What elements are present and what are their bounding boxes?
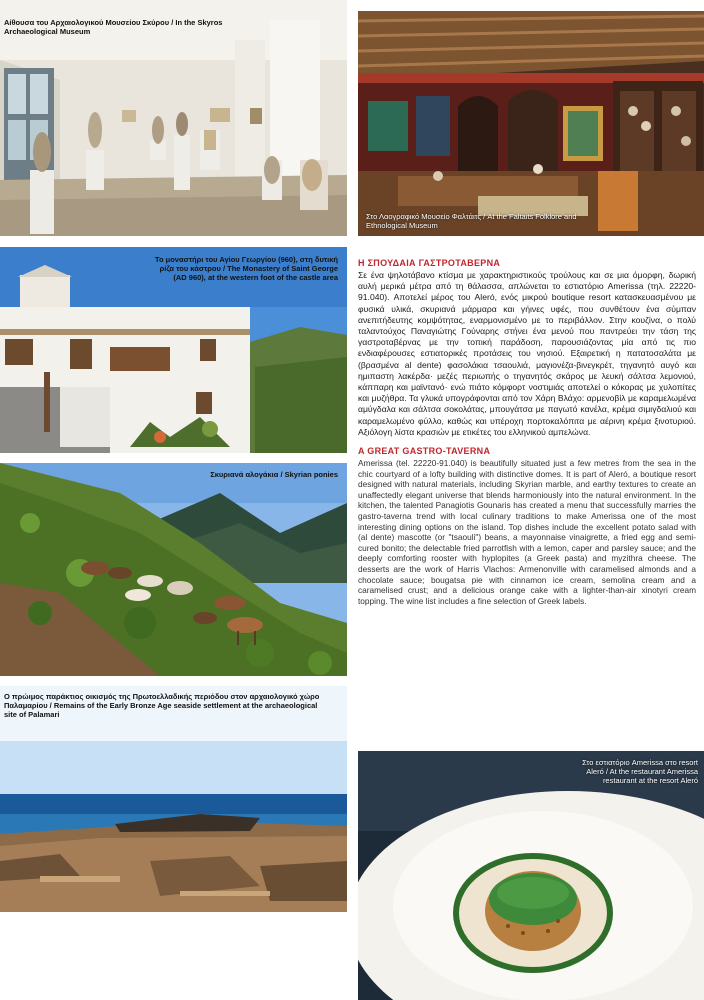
caption-ponies: Σκυριανά αλογάκια / Skyrian ponies (210, 470, 338, 479)
caption-museum: Αίθουσα του Αρχαιολογικού Μουσείου Σκύρου / In the Skyros Archaeological Museum (4, 18, 223, 36)
caption-monastery: Το μοναστήρι του Αγίου Γεωργίου (960), στη δυτική ρίζα του κάστρου / The Monastery of Saint George (AD 960), at the western foot of the castle area (154, 255, 338, 282)
caption-faltaits: Στο Λαογραφικό Μουσείο Φαλτάιτς / At the Faltaits Folklore and Ethnological Museum (366, 212, 577, 230)
article (358, 258, 696, 606)
english-heading: A GREAT GASTRO-TAVERNA (358, 446, 491, 457)
photo-restaurant-dish (358, 751, 704, 1000)
caption-palamari: Ο πρώιμος παράκτιος οικισμός της Πρωτοελλαδικής περιόδου στον αρχαιολογικό χώρο Παλαμαρίου / Remains of the Early Bronze Age seaside settlement at the archaeological site of Palamari (4, 692, 320, 719)
greek-heading: Η ΣΠΟΥΔΑΙΑ ΓΑΣΤΡΟΤΑΒΕΡΝΑ (358, 258, 501, 268)
photo-faltaits-museum (358, 11, 704, 236)
english-body: Amerissa (tel. 22220-91.040) is beautifully situated just a few metres from the sea in the chic courtyard of a lofty building with distinctive domes. It is part of Aleró, a boutique resort designed with natural materials, including Skyrian marble, and earthy textures to create an unaffectedly elegant universe that blends harmoniously into the natural environment. In the kitchen, the talented Panagiotis Gounaris has created a menu that successfully marries the gastro-taverna trend with local culinary traditions to make Amerissa one of the most interesting dining options on the island. Top dishes include the excellent potato salad with (al dente) mascotte (or "tsaouli") beans, a mayonnaise vinaigrette, a fried egg and semi-cured bonito; the delectable fried parrotfish with a lemon, caper and parsley sauce; and the deeply comforting rooster with hyplopites (a Greek pasta) and myzithra cheese. The desserts are the work of Harris Vlachos: Armenonville with caramelised almonds and a chocolate sauce; bougatsa pie with cinnamon ice cream, semolina cream and a caramelised crust; and a delicious orange cake with a lighter-than-air xinotyri cream topping. The wine list includes a fine selection of Greek labels. (358, 458, 696, 606)
caption-restaurant: Στο εστιατόριο Amerissa στο resort Aleró / At the restaurant Amerissa restaurant at the resort Aleró (582, 758, 698, 785)
greek-body: Σε ένα ψηλοτάβανο κτίσμα με χαρακτηριστικούς τρούλους και σε μια όμορφη, δωρική αυλή μερικά μέτρα από τη θάλασσα, απλώνεται το εστιατόριο Amerissa (τηλ. 22220-91.040). Αποτελεί μέρος του Aleró, ενός μικρού boutique resort κατασκευασμένου με φυσικά υλικά, σκυριανά μάρμαρα και γήινες υφές, που συνθέτουν ένα σύμπαν ανεπιτήδευτης κομψότητας, εναρμονισμένο με το περιβάλλον. Στην κουζίνα, ο πολύ ταλαντούχος Παναγιώτης Γούναρης στήνει ένα μενού που παντρεύει την τάση της γαστροταβέρνας με την τοπική παράδοση, παρουσιάζοντας μία από τις πιο ενδιαφέρουσες εστιατορικές προτάσεις του νησιού. Εξαιρετική η πατατοσαλάτα με (βρασμένα al dente) φασολάκια τσαουλιά, μαγιονέζα-βινεγκρέτ, τηγανητό αυγό και ημιπαστη λακέρδα· μεζές περιωπής ο τηγανητός σκάρος με λευκή σάλτσα λεμονιού, κάππαρη και μαϊντανό· ενώ πιάτο κόμφορτ νοστιμιάς αποτελεί ο κόκορας με χυλοπίτες και μυζήθρα. Τα γλυκά υπογράφονται από τον Χάρη Βλάχο: αρμενοβίλ με καραμελωμένα αμύγδαλα και σάλτσα σοκολάτας, μπουγάτσα με παγωτό κανέλα, κρέμα σιμιγδαλιού και καραμελωμένο φύλλο, καθώς και υπέροχη πορτοκαλόπιτα με αέρινη κρέμα ξινοτυριού. Αξιόλογη λίστα κρασιών με ετικέτες του ελληνικού αμπελώνα. (358, 270, 696, 437)
photo-palamari (0, 686, 347, 912)
photo-ponies (0, 463, 347, 676)
